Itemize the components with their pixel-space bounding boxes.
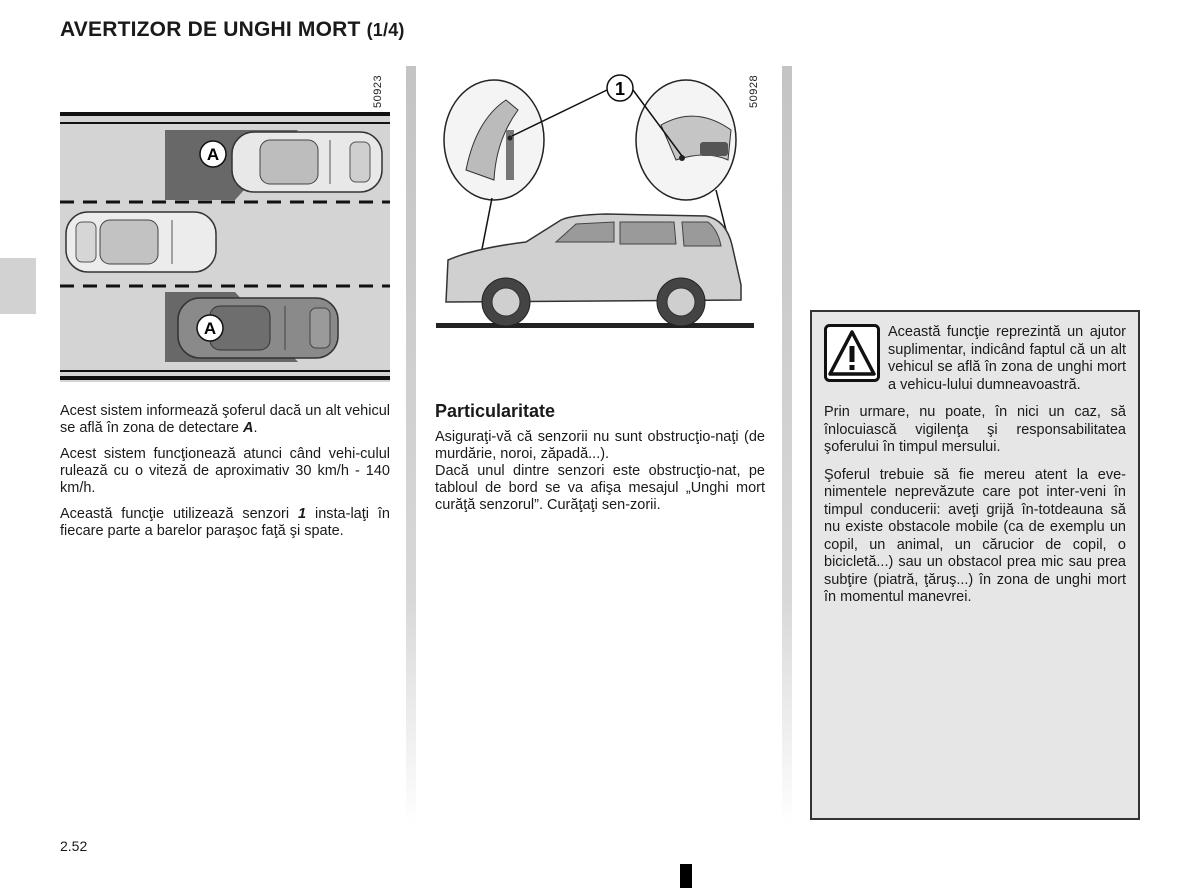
figure-number-right: 50928 xyxy=(748,74,760,108)
column-2-text xyxy=(435,403,765,523)
warning-paragraph-3: Şoferul trebuie să fie mereu atent la eve-nimentele neprevăzute care pot inter-veni în timpul conducerii: aveţi grijă în-totdeauna să nu existe obstacole mobile (ca de exemplu un copil, un animal, un cărucior de copil, o bicicletă...) sau un obstacol prea mic sau prea subţire (piatră, ţăruş...) în zona de unghi mort în momentul manevrei. xyxy=(824,466,1126,605)
zone-ref-a: A xyxy=(243,420,254,436)
paragraph-sensors-text: Această funcţie utilizează senzori xyxy=(60,506,298,522)
warning-box xyxy=(810,310,1140,820)
page-title xyxy=(60,18,405,42)
sensor-label-1: 1 xyxy=(614,79,626,99)
paragraph-sensors-end: insta-laţi în fiecare parte a barelor paraşoc faţă şi spate. xyxy=(60,506,390,539)
paragraph-detection-end: . xyxy=(253,420,258,436)
warning-paragraph-2: Prin urmare, nu poate, în nici un caz, să înlocuiască vigilenţa şi responsabilitatea şoferului în timpul mersului. xyxy=(824,404,1126,455)
zone-label-a-top: A xyxy=(206,145,220,164)
paragraph-speed: Acest sistem funcţionează atunci când vehi-culul rulează cu o viteză de aproximativ 30 km/h - 140 km/h. xyxy=(60,446,390,496)
sensor-ref-1: 1 xyxy=(297,506,307,522)
paragraph-detection-text: Acest sistem informează şoferul dacă un alt vehicul se află în zona de detectare xyxy=(60,403,390,436)
vehicle-top xyxy=(232,132,382,192)
paragraph-detection xyxy=(60,403,390,437)
paragraph-obstructed: Dacă unul dintre senzori este obstrucţio-nat, pe tabloul de bord se va afişa mesajul „Unghi mort curăţă senzorul”. Curăţaţi sen-zorii. xyxy=(435,463,765,513)
blind-spot-figure xyxy=(60,112,390,382)
paragraph-sensors xyxy=(60,506,390,540)
warning-paragraph-1: Această funcţie reprezintă un ajutor suplimentar, indicând faptul că un alt vehicul se află în zona de unghi mort a vehicu-lului dumneavoastră. xyxy=(888,324,1126,393)
zone-label-a-bottom: A xyxy=(203,319,217,338)
page-title-part: (1/4) xyxy=(366,20,405,40)
chapter-tab xyxy=(0,258,36,314)
warning-text xyxy=(824,324,1126,617)
column-divider-2 xyxy=(782,66,792,826)
paragraph-unobstructed: Asiguraţi-vă că senzorii nu sunt obstrucţio-naţi (de murdărie, noroi, zăpadă...). xyxy=(435,429,765,462)
page-edge-marker xyxy=(680,864,692,888)
figure-number-left: 50923 xyxy=(372,74,384,108)
section-heading: Particularitate xyxy=(435,401,556,421)
page-number: 2.52 xyxy=(60,838,88,854)
suv-side-view xyxy=(446,214,741,326)
column-divider-1 xyxy=(406,66,416,826)
page-title-text: AVERTIZOR DE UNGHI MORT xyxy=(60,18,361,41)
own-vehicle xyxy=(66,212,216,272)
sensor-location-figure xyxy=(436,70,756,340)
column-1-text xyxy=(60,403,390,549)
